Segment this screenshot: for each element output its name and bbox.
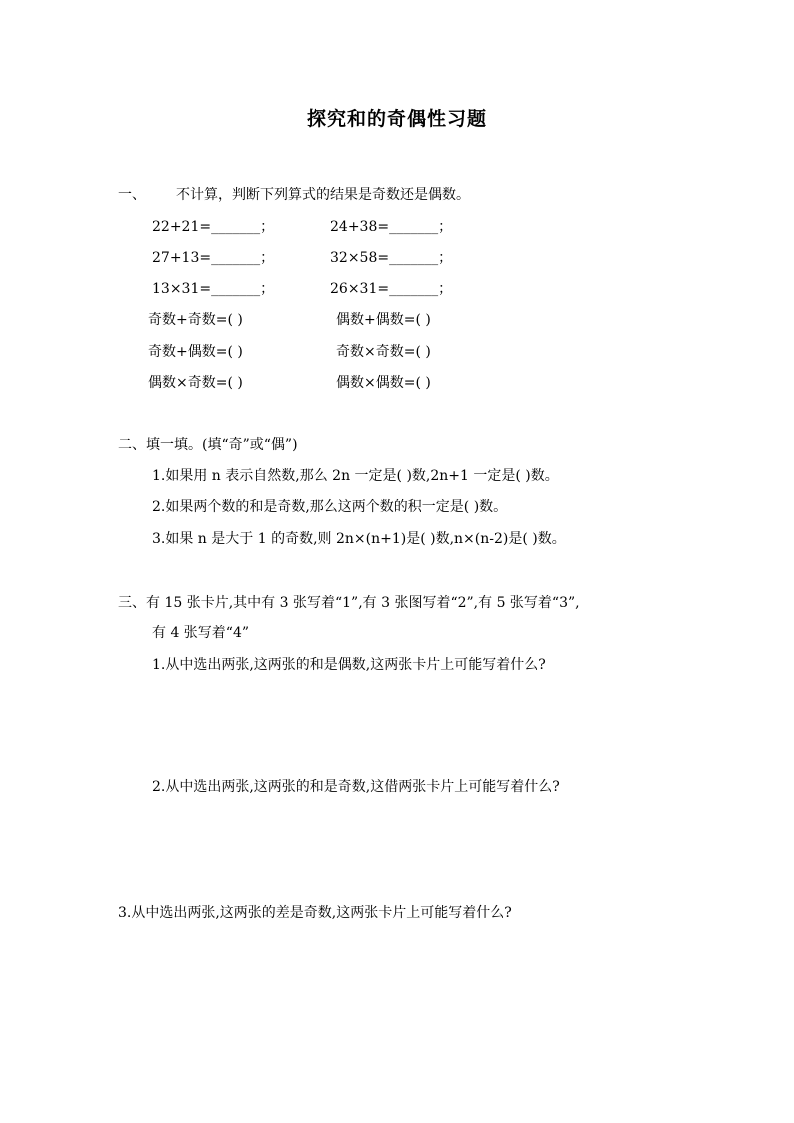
rule-2-right: 奇数×奇数=( ) bbox=[336, 344, 431, 360]
rule-3-right: 偶数×偶数=( ) bbox=[336, 375, 431, 391]
section2-heading: 二、填一填。(填“奇”或“偶”) bbox=[118, 437, 298, 453]
section2-item-2: 2.如果两个数的和是奇数,那么这两个数的积一定是( )数。 bbox=[152, 499, 508, 515]
rule-1-left: 奇数+奇数=( ) bbox=[148, 312, 243, 328]
rule-2-left: 奇数+偶数=( ) bbox=[148, 344, 243, 360]
expression-3-left: 13×31=_______； bbox=[152, 281, 275, 297]
expression-1-right: 24+38=_______； bbox=[330, 219, 453, 235]
section3-question-1: 1.从中选出两张,这两张的和是偶数,这两张卡片上可能写着什么? bbox=[152, 657, 546, 673]
rule-3-left: 偶数×奇数=( ) bbox=[148, 375, 243, 391]
section3-question-2: 2.从中选出两张,这两张的和是奇数,这借两张卡片上可能写着什么? bbox=[152, 779, 560, 795]
section2-item-3: 3.如果 n 是大于 1 的奇数,则 2n×(n+1)是( )数,n×(n-2)是( )数。 bbox=[152, 531, 566, 547]
rule-1-right: 偶数+偶数=( ) bbox=[336, 312, 431, 328]
section1-heading: 不计算，判断下列算式的结果是奇数还是偶数。 bbox=[176, 187, 470, 203]
section2-item-1: 1.如果用 n 表示自然数,那么 2n 一定是( )数,2n+1 一定是( )数。 bbox=[152, 468, 559, 484]
expression-2-right: 32×58=_______； bbox=[330, 250, 453, 266]
expression-2-left: 27+13=_______； bbox=[152, 250, 275, 266]
page-title: 探究和的奇偶性习题 bbox=[306, 108, 487, 130]
expression-3-right: 26×31=_______； bbox=[330, 281, 453, 297]
section1-number: 一、 bbox=[118, 187, 146, 203]
section3-heading-line2: 有 4 张写着“4” bbox=[152, 625, 250, 641]
section3-question-3: 3.从中选出两张,这两张的差是奇数,这两张卡片上可能写着什么? bbox=[118, 905, 512, 921]
expression-1-left: 22+21=_______； bbox=[152, 219, 275, 235]
section3-heading-line1: 三、有 15 张卡片,其中有 3 张写着“1”,有 3 张图写着“2”,有 5 张写着“3”, bbox=[118, 595, 580, 611]
